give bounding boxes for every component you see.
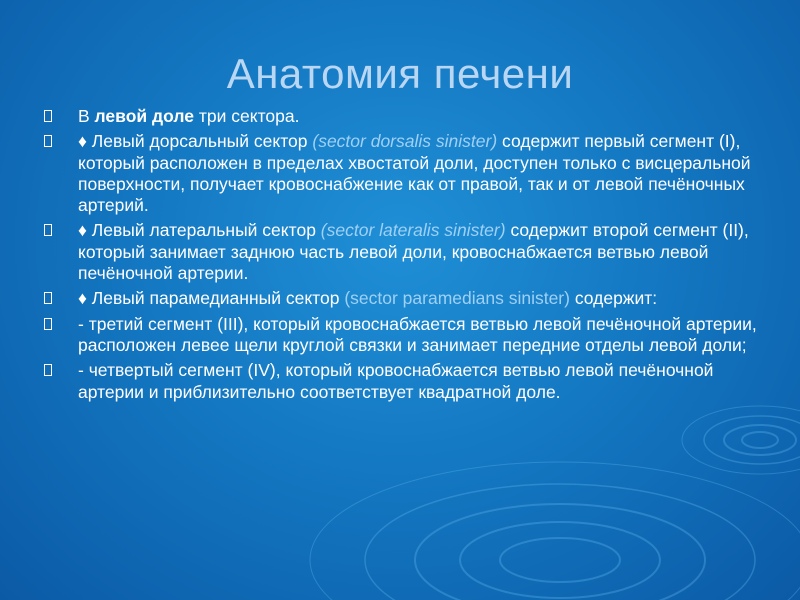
slide-title: Анатомия печени bbox=[226, 50, 574, 97]
bullet-list bbox=[44, 106, 764, 407]
bullet-text: - третий сегмент (III), который кровоснабжается ветвью левой печёночной артерии, расположен левее щели круглой связки и занимает передние отделы левой доли; bbox=[78, 313, 757, 355]
square-bullet-icon bbox=[44, 110, 52, 122]
bullet-bold-text: левой доле bbox=[94, 106, 194, 126]
square-bullet-icon bbox=[44, 318, 52, 330]
bullet-item bbox=[44, 106, 764, 127]
bullet-item bbox=[44, 360, 764, 403]
bullet-text: - четвертый сегмент (IV), который кровоснабжается ветвью левой печёночной артерии и приблизительно соответствует квадратной доле. bbox=[78, 360, 714, 402]
bullet-text: ♦ Левый латеральный сектор bbox=[78, 220, 321, 241]
bullet-item bbox=[44, 131, 764, 216]
bullet-item bbox=[44, 314, 764, 357]
square-bullet-icon bbox=[44, 224, 52, 236]
bullet-text: ♦ Левый парамедианный сектор bbox=[78, 288, 345, 309]
bullet-text: три сектора. bbox=[193, 106, 300, 126]
bullet-item bbox=[44, 288, 764, 309]
bullet-text: содержит первый сегмент (I), который расположен в пределах хвостатой доли, доступен только с висцеральной поверхности, получает кровоснабжение как от правой, так и от левой печёночных артерий. bbox=[78, 131, 751, 216]
bullet-text: В bbox=[78, 106, 95, 126]
square-bullet-icon bbox=[44, 364, 52, 376]
bullet-item bbox=[44, 220, 764, 284]
bullet-text: ♦ Левый дорсальный сектор bbox=[78, 131, 313, 152]
square-bullet-icon bbox=[44, 135, 52, 147]
bullet-text: содержит второй сегмент (II), который занимает заднюю часть левой доли, кровоснабжается ветвью левой печёночной артерии. bbox=[78, 220, 749, 284]
latin-term: (sector dorsalis sinister) bbox=[312, 131, 498, 152]
latin-term: (sector paramedians sinister) bbox=[344, 288, 570, 309]
bullet-text: содержит: bbox=[569, 288, 658, 309]
latin-term: (sector lateralis sinister) bbox=[320, 220, 506, 241]
square-bullet-icon bbox=[44, 292, 52, 304]
